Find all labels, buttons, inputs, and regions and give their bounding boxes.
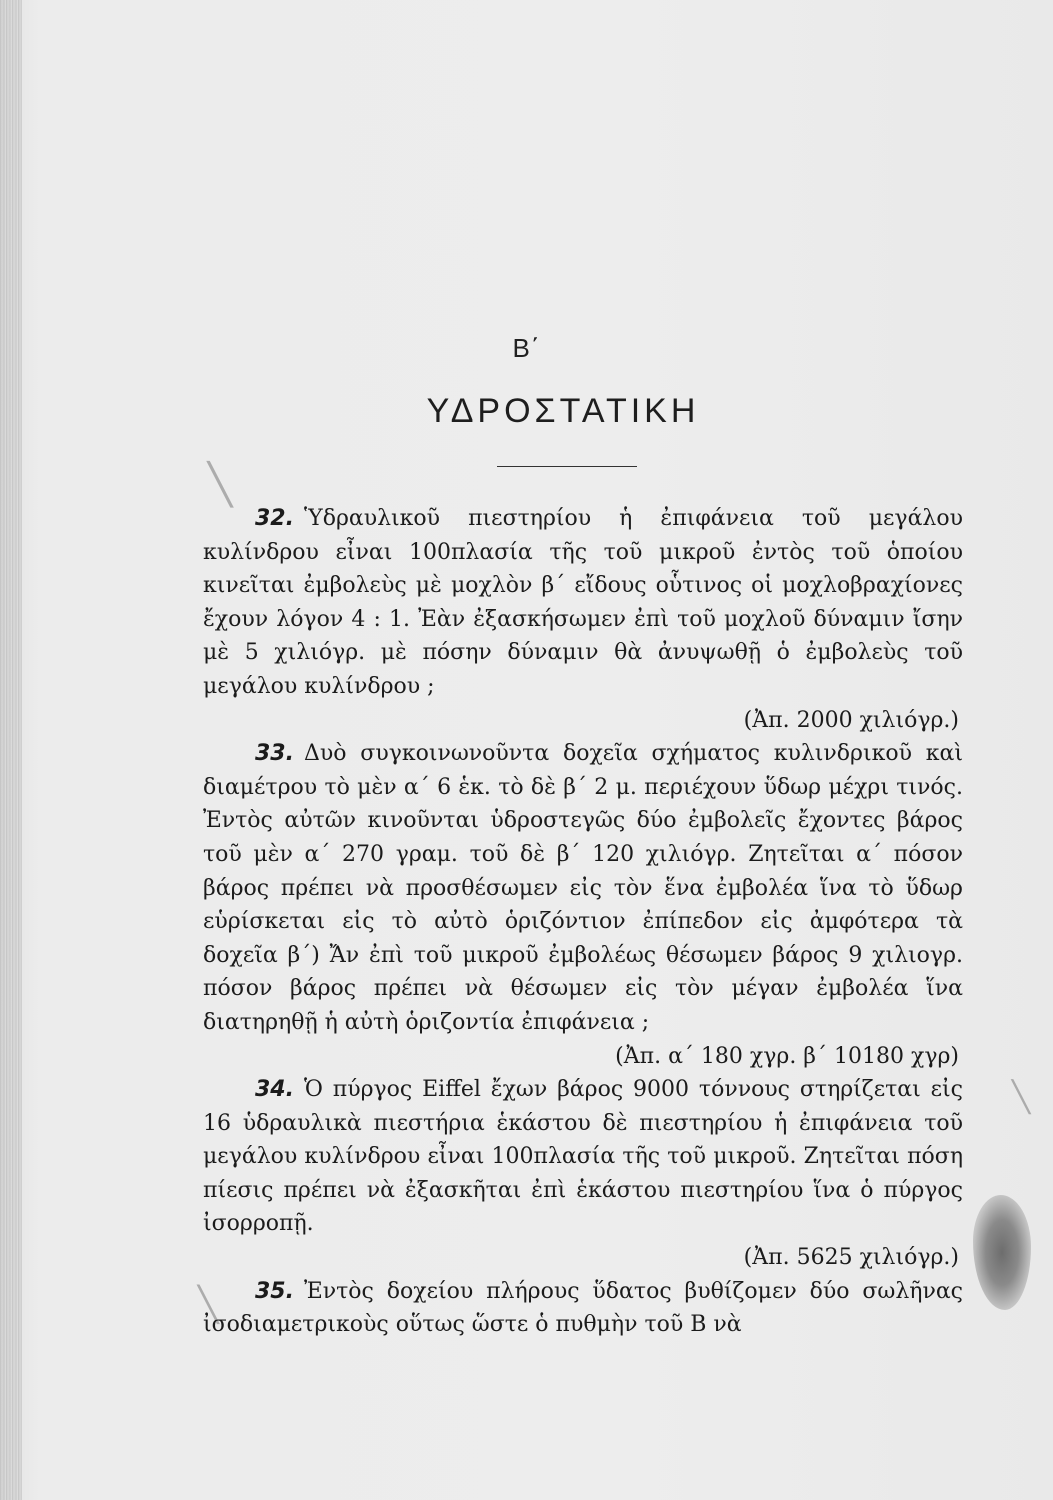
- margin-pencil-mark: ╲: [1012, 1080, 1031, 1115]
- problem-35: [203, 1275, 963, 1342]
- problem-text: Δυὸ συγκοινωνοῦντα δοχεῖα σχήματος κυλινδρικοῦ καὶ διαμέτρου τὸ μὲν α΄ 6 ἑκ. τὸ δὲ β΄ 2 μ. περιέχουν ὕδωρ μέχρι τινός. Ἐντὸς αὐτῶν κινοῦνται ὑδροστεγῶς δύο ἐμβολεῖς ἔχοντες βάρος τοῦ μὲν α΄ 270 γραμ. τοῦ δὲ β΄ 120 χιλιόγρ. Ζητεῖται α΄ πόσον βάρος πρέπει νὰ προσθέσωμεν εἰς τὸν ἕνα ἐμβολέα ἵνα τὸ ὕδωρ εὑρίσκεται εἰς τὸ αὐτὸ ὁριζόντιον ἐπίπεδον εἰς ἀμφότερα τὰ δοχεῖα β΄) Ἄν ἐπὶ τοῦ μικροῦ ἐμβολέως θέσωμεν βάρος 9 χιλιογρ. πόσον βάρος πρέπει νὰ θέσωμεν εἰς τὸν μέγαν ἐμβολέα ἵνα διατηρηθῇ ἡ αὐτὴ ὁριζοντία ἐπιφάνεια ;: [203, 741, 963, 1035]
- margin-pencil-mark: ╲: [198, 1285, 219, 1325]
- chapter-title: ΥΔΡΟΣΤΑΤΙΚΗ: [426, 392, 700, 430]
- problem-list: [203, 502, 963, 1342]
- problem-number: 33.: [255, 741, 294, 767]
- problem-text: Ὑδραυλικοῦ πιεστηρίου ἡ ἐπιφάνεια τοῦ μεγάλου κυλίνδρου εἶναι 100πλασία τῆς τοῦ μικροῦ ἐντὸς τοῦ ὁποίου κινεῖται ἐμβολεὺς μὲ μοχλὸν β΄ εἴδους οὗτινος οἱ μοχλοβραχίονες ἔχουν λόγον 4 : 1. Ἐὰν ἐξασκήσωμεν ἐπὶ τοῦ μοχλοῦ δύναμιν ἴσην μὲ 5 χιλιόγρ. μὲ πόσην δύναμιν θὰ ἀνυψωθῇ ὁ ἐμβολεὺς τοῦ μεγάλου κυλίνδρου ;: [203, 506, 963, 699]
- problem-number: 32.: [255, 506, 294, 531]
- margin-pencil-mark: ╲: [208, 462, 233, 508]
- problem-number: 34.: [255, 1077, 294, 1103]
- problem-number: 35.: [255, 1278, 294, 1304]
- problem-33: [203, 737, 963, 1039]
- problem-32: [203, 502, 963, 704]
- problem-answer: (Ἀπ. α΄ 180 χγρ. β΄ 10180 χγρ): [615, 1043, 959, 1069]
- problem-text: Ἐντὸς δοχείου πλήρους ὕδατος βυθίζομεν δύο σωλῆνας ἰσοδιαμετρικοὺς οὕτως ὥστε ὁ πυθμὴν τοῦ Β νὰ: [203, 1278, 963, 1338]
- problem-text: Ὁ πύργος Eiffel ἔχων βάρος 9000 τόννους στηρίζεται εἰς 16 ὑδραυλικὰ πιεστήρια ἑκάστου δὲ πιεστηρίου ἡ ἐπιφάνεια τοῦ μεγάλου κυλίνδρου εἶναι 100πλασία τῆς τοῦ μικροῦ. Ζητεῖται πόση πίεσις πρέπει νὰ ἐξασκῆται ἐπὶ ἑκάστου πιεστηρίου ἵνα ὁ πύργος ἰσορροπῇ.: [203, 1077, 963, 1237]
- section-letter: Β΄: [512, 333, 541, 363]
- title-rule: [497, 466, 637, 467]
- problem-answer: (Ἀπ. 2000 χιλιόγρ.): [743, 707, 959, 733]
- problem-answer: (Ἀπ. 5625 χιλιόγρ.): [743, 1245, 959, 1271]
- ink-stain: [973, 1195, 1031, 1310]
- problem-34: [203, 1073, 963, 1241]
- page-stack-edge: [0, 0, 22, 1500]
